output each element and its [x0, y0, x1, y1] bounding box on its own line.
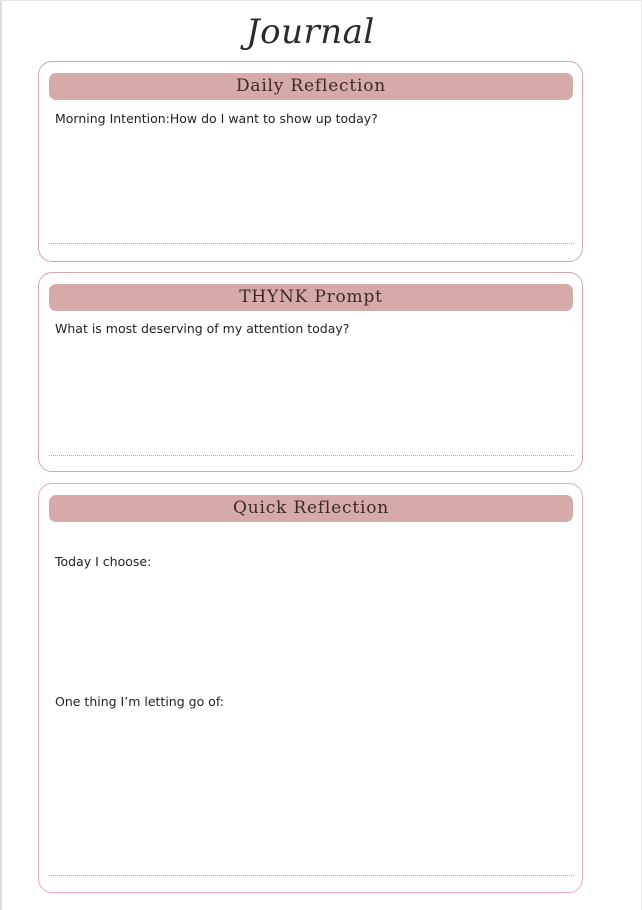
- quick-reflection-header: Quick Reflection: [49, 495, 573, 522]
- page-title: Journal: [246, 12, 375, 52]
- thynk-prompt-card: [38, 272, 583, 472]
- thynk-prompt-header: THYNK Prompt: [49, 284, 573, 311]
- morning-intention-prompt: Morning Intention:How do I want to show up today?: [55, 111, 378, 126]
- writing-line: [49, 455, 574, 456]
- writing-line: [49, 243, 574, 244]
- daily-reflection-header: Daily Reflection: [49, 73, 573, 100]
- daily-reflection-card: [38, 61, 583, 262]
- attention-prompt: What is most deserving of my attention today?: [55, 321, 350, 336]
- page-top-edge: [0, 0, 642, 1]
- page-left-edge: [0, 0, 2, 910]
- letting-go-prompt: One thing I’m letting go of:: [55, 694, 225, 709]
- quick-reflection-card: [38, 483, 583, 893]
- writing-line: [49, 875, 574, 876]
- today-i-choose-prompt: Today I choose:: [55, 554, 152, 569]
